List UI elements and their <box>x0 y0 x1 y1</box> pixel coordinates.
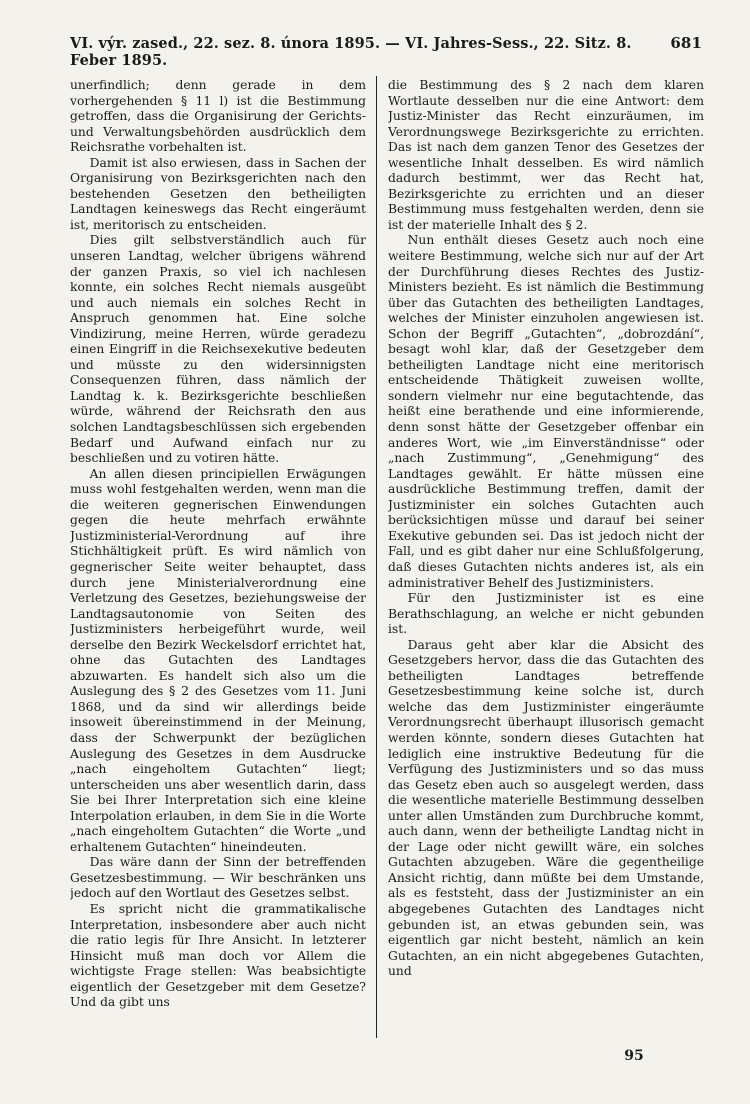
page-number: 681 <box>670 34 702 52</box>
footer-number: 95 <box>624 1048 644 1064</box>
paragraph: Für den Justizminister ist es eine Berathschlagung, an welche er nicht gebunden ist. <box>388 591 704 637</box>
running-header: VI. výr. zased., 22. sez. 8. února 1895. — VI. Jahres-Sess., 22. Sitz. 8. Feber 1895. <box>70 35 632 69</box>
paragraph: Daraus geht aber klar die Absicht des Gesetzgebers hervor, dass die das Gutachten des betheiligten Landtages betreffende Gesetzesbestimmung keine solche ist, durch welche das dem Justizminister eingeräumte Verordnungsrecht überhaupt illusorisch gemacht werden könnte, sondern dieses Gutachten hat lediglich eine instruktive Bedeutung für die Verfügung des Justizministers und so das muss das Gesetz eben auch so ausgelegt werden, dass die wesentliche materielle Bestimmung desselben unter allen Umständen zum Durchbruche kommt, auch dann, wenn der betheiligte Landtag nicht in der Lage oder nicht gewillt wäre, ein solches Gutachten abzugeben. Wäre die gegentheilige Ansicht richtig, dann müßte bei dem Umstande, als es feststeht, dass der Justizminister an ein abgegebenes Gutachten des Landtages nicht gebunden ist, an etwas gebunden sein, was eigentlich gar nicht besteht, nämlich an kein Gutachten, an ein nicht abgegebenes Gutachten, und <box>388 637 704 979</box>
paragraph: Das wäre dann der Sinn der betreffenden Gesetzesbestimmung. — Wir beschränken uns jedoch auf den Wortlaut des Gesetzes selbst. <box>70 855 366 901</box>
paragraph: unerfindlich; denn gerade in dem vorhergehenden § 11 l) ist die Bestimmung getroffen, dass die Organisirung der Gerichts- und Verwaltungsbehörden ausdrücklich dem Reichsrathe vorbehalten ist. <box>70 78 366 155</box>
paragraph: die Bestimmung des § 2 nach dem klaren Wortlaute desselben nur die eine Antwort: dem Justiz-Minister das Recht einzuräumen, im Verordnungswege Bezirksgerichte zu errichten. Das ist nach dem ganzen Tenor des Gesetzes der wesentliche Inhalt desselben. Es wird nämlich dadurch bestimmt, wer das Recht hat, Bezirksgerichte zu errichten und an dieser Bestimmung muss festgehalten werden, denn sie ist der materielle Inhalt des § 2. <box>388 78 704 232</box>
paragraph: Damit ist also erwiesen, dass in Sachen der Organisirung von Bezirksgerichten nach den bestehenden Gesetzen den betheiligten Landtagen keineswegs das Recht eingeräumt ist, meritorisch zu entscheiden. <box>70 155 366 232</box>
paragraph: Nun enthält dieses Gesetz auch noch eine weitere Bestimmung, welche sich nur auf der Art der Durchführung dieses Rechtes des Justiz-Ministers bezieht. Es ist nämlich die Bestimmung über das Gutachten des betheiligten Landtages, welches der Minister einzuholen angewiesen ist. Schon der Begriff „Gutachten“, „dobrozdání“, besagt wohl klar, daß der Gesetzgeber dem betheiligten Landtage nicht eine meritorisch entscheidende Thätigkeit zuweisen wollte, sondern vielmehr nur eine begutachtende, das heißt eine berathende und eine informierende, denn sonst hätte der Gesetzgeber offenbar ein anderes Wort, wie „im Einverständnisse“ oder „nach Zustimmung“, „Genehmigung“ des Landtages gewählt. Er hätte müssen eine ausdrückliche Bestimmung treffen, damit der Justizminister ein solches Gutachten auch berücksichtigen müsse und darauf bei seiner Exekutive gebunden sei. Das ist jedoch nicht der Fall, und es gibt daher nur eine Schlußfolgerung, daß dieses Gutachten nichts anderes ist, als ein administrativer Behelf des Justizministers. <box>388 233 704 590</box>
paragraph: An allen diesen principiellen Erwägungen muss wohl festgehalten werden, wenn man die die weiteren gegnerischen Einwendungen gegen die heute mehrfach erwähnte Justizministerial-Verordnung auf ihre Stichhältigkeit prüft. Es wird nämlich von gegnerischer Seite weiter behauptet, dass durch jene Ministerialverordnung eine Verletzung des Gesetzes, beziehungsweise der Landtagsautonomie von Seiten des Justizministers herbeigeführt wurde, weil derselbe den Bezirk Weckelsdorf errichtet hat, ohne das Gutachten des Landtages abzuwarten. Es handelt sich also um die Auslegung des § 2 des Gesetzes vom 11. Juni 1868, und da sind wir allerdings beide insoweit übereinstimmend in der Meinung, dass der Schwerpunkt der bezüglichen Auslegung des Gesetzes in dem Ausdrucke „nach eingeholtem Gutachten“ liegt; unterscheiden uns aber wesentlich darin, dass Sie bei Ihrer Interpretation sich eine kleine Interpolation erlauben, in dem Sie in die Worte „nach eingeholtem Gutachten“ die Worte „und erhaltenem Gutachten“ hineindeuten. <box>70 466 366 854</box>
paragraph: Es spricht nicht die grammatikalische Interpretation, insbesondere aber auch nicht die ratio legis für Ihre Ansicht. In letzterer Hinsicht muß man doch vor Allem die wichtigste Frage stellen: Was beabsichtigte eigentlich der Gesetzgeber mit dem Gesetze? Und da gibt uns <box>70 901 366 1010</box>
page-header <box>70 34 702 69</box>
right-column <box>388 78 704 1018</box>
left-column <box>70 78 366 1018</box>
column-divider <box>376 76 377 1038</box>
paragraph: Dies gilt selbstverständlich auch für unseren Landtag, welcher übrigens während der ganzen Praxis, so viel ich nachlesen konnte, ein solches Recht niemals ausgeübt und auch niemals ein solches Recht in Anspruch genommen hat. Eine solche Vindizirung, meine Herren, würde geradezu einen Eingriff in die Reichsexekutive bedeuten und müsste zu den widersinnigsten Consequenzen führen, dass nämlich der Landtag k. k. Bezirksgerichte beschließen würde, während der Reichsrath den aus solchen Landtagsbeschlüssen sich ergebenden Bedarf und Aufwand einfach nur zu beschließen und zu votiren hätte. <box>70 233 366 466</box>
